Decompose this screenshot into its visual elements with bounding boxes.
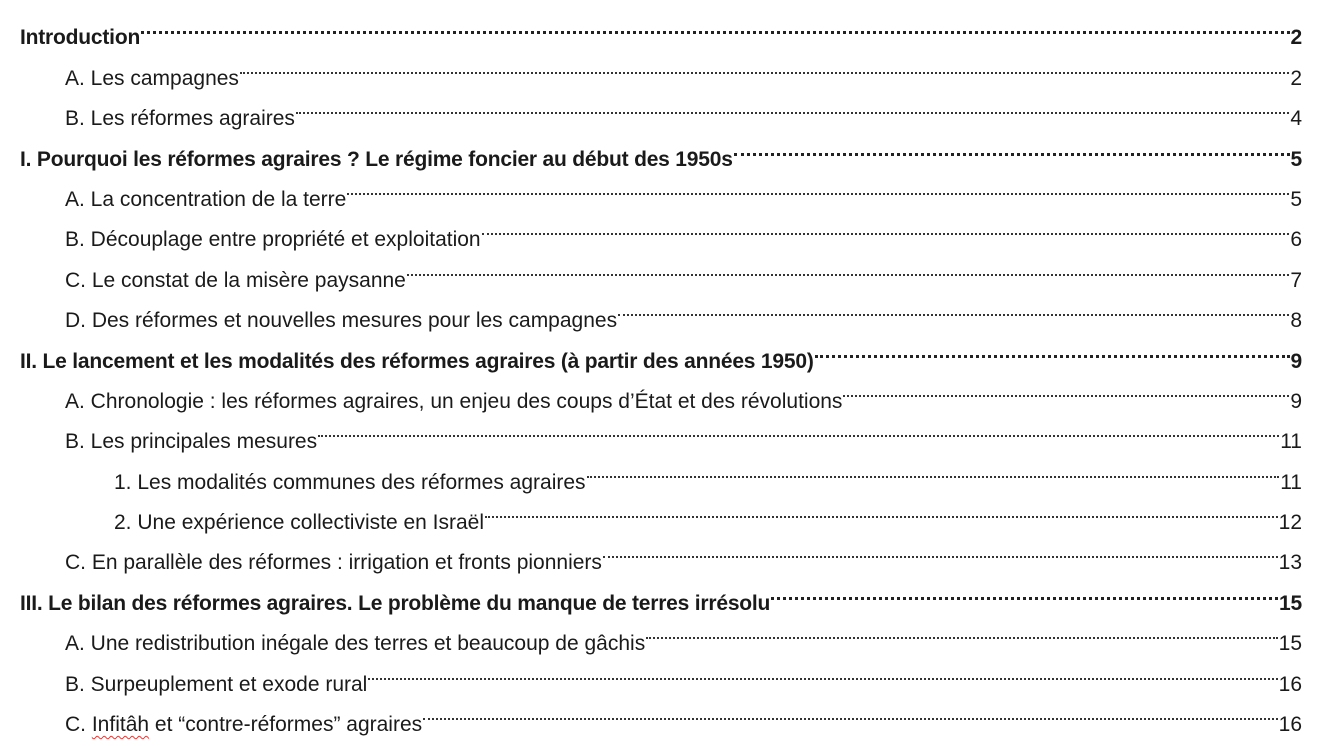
toc-page-number: 13: [1278, 551, 1302, 575]
toc-page-number: 16: [1278, 713, 1302, 737]
toc-entry-title: B. Les réformes agraires: [65, 107, 295, 131]
toc-title-suffix: et “contre-réformes” agraires: [149, 713, 423, 737]
toc-dot-leader: [240, 44, 1289, 84]
toc-entry-title: A. Une redistribution inégale des terres et beaucoup de gâchis: [65, 632, 646, 656]
toc-page-number: 12: [1278, 511, 1302, 535]
toc-dot-leader: [485, 489, 1278, 529]
toc-page-number: 15: [1278, 632, 1302, 656]
toc-entry-title: II. Le lancement et les modalités des réformes agraires (à partir des années 1950): [20, 349, 814, 373]
table-of-contents: [20, 4, 1302, 737]
toc-title-prefix: C.: [65, 713, 92, 737]
toc-entry-title: B. Les principales mesures: [65, 430, 318, 454]
toc-entry-title: 2. Une expérience collectiviste en Israël: [114, 511, 485, 535]
toc-entry-title: 1. Les modalités communes des réformes agraires: [114, 470, 586, 494]
toc-dot-leader: [141, 4, 1289, 44]
toc-entry-title: B. Découplage entre propriété et exploitation: [65, 228, 481, 252]
toc-page-number: 7: [1290, 268, 1302, 292]
toc-dot-leader: [843, 368, 1289, 408]
toc-entry-title: Introduction: [20, 26, 141, 50]
toc-entry-title: A. La concentration de la terre: [65, 187, 347, 211]
toc-dot-leader: [482, 206, 1290, 246]
toc-page-number: 11: [1280, 430, 1302, 454]
toc-dot-leader: [618, 287, 1289, 327]
toc-dot-leader: [734, 125, 1290, 165]
toc-entry-title: C. En parallèle des réformes : irrigation et fronts pionniers: [65, 551, 602, 575]
toc-entry-title: A. Les campagnes: [65, 66, 239, 90]
toc-page-number: 2: [1290, 66, 1302, 90]
toc-page-number: 15: [1279, 591, 1302, 615]
toc-page-number: 5: [1290, 147, 1302, 171]
toc-entry-title: B. Surpeuplement et exode rural: [65, 672, 368, 696]
toc-dot-leader: [368, 650, 1277, 690]
spellcheck-flagged-word[interactable]: Infitâh: [91, 713, 150, 737]
toc-entry-title: A. Chronologie : les réformes agraires, un enjeu des coups d’État et des révolutions: [65, 389, 843, 413]
toc-page-number: 5: [1290, 187, 1302, 211]
toc-page-number: 6: [1290, 228, 1302, 252]
toc-dot-leader: [423, 691, 1277, 731]
toc-entry-title: D. Des réformes et nouvelles mesures pour les campagnes: [65, 309, 618, 333]
toc-page-number: 9: [1290, 389, 1302, 413]
toc-entry-introduction[interactable]: [20, 4, 1302, 50]
toc-dot-leader: [318, 408, 1279, 448]
toc-dot-leader: [296, 85, 1289, 125]
toc-dot-leader: [603, 529, 1278, 569]
toc-dot-leader: [771, 569, 1278, 609]
toc-dot-leader: [347, 166, 1289, 206]
toc-page-number: 11: [1280, 470, 1302, 494]
toc-page-number: 8: [1290, 309, 1302, 333]
toc-dot-leader: [587, 448, 1280, 488]
toc-page-number: 9: [1290, 349, 1302, 373]
toc-entry-title: C. Le constat de la misère paysanne: [65, 268, 406, 292]
toc-dot-leader: [407, 246, 1289, 286]
toc-page-number: 4: [1290, 107, 1302, 131]
toc-entry-title: III. Le bilan des réformes agraires. Le problème du manque de terres irrésolu: [20, 591, 771, 615]
toc-entry-title: I. Pourquoi les réformes agraires ? Le régime foncier au début des 1950s: [20, 147, 733, 171]
toc-dot-leader: [815, 327, 1290, 367]
toc-dot-leader: [646, 610, 1277, 650]
toc-entry-title: [65, 705, 422, 745]
toc-page-number: 2: [1290, 26, 1302, 50]
toc-page-number: 16: [1278, 672, 1302, 696]
toc-entry-les-campagnes[interactable]: [20, 44, 1302, 90]
